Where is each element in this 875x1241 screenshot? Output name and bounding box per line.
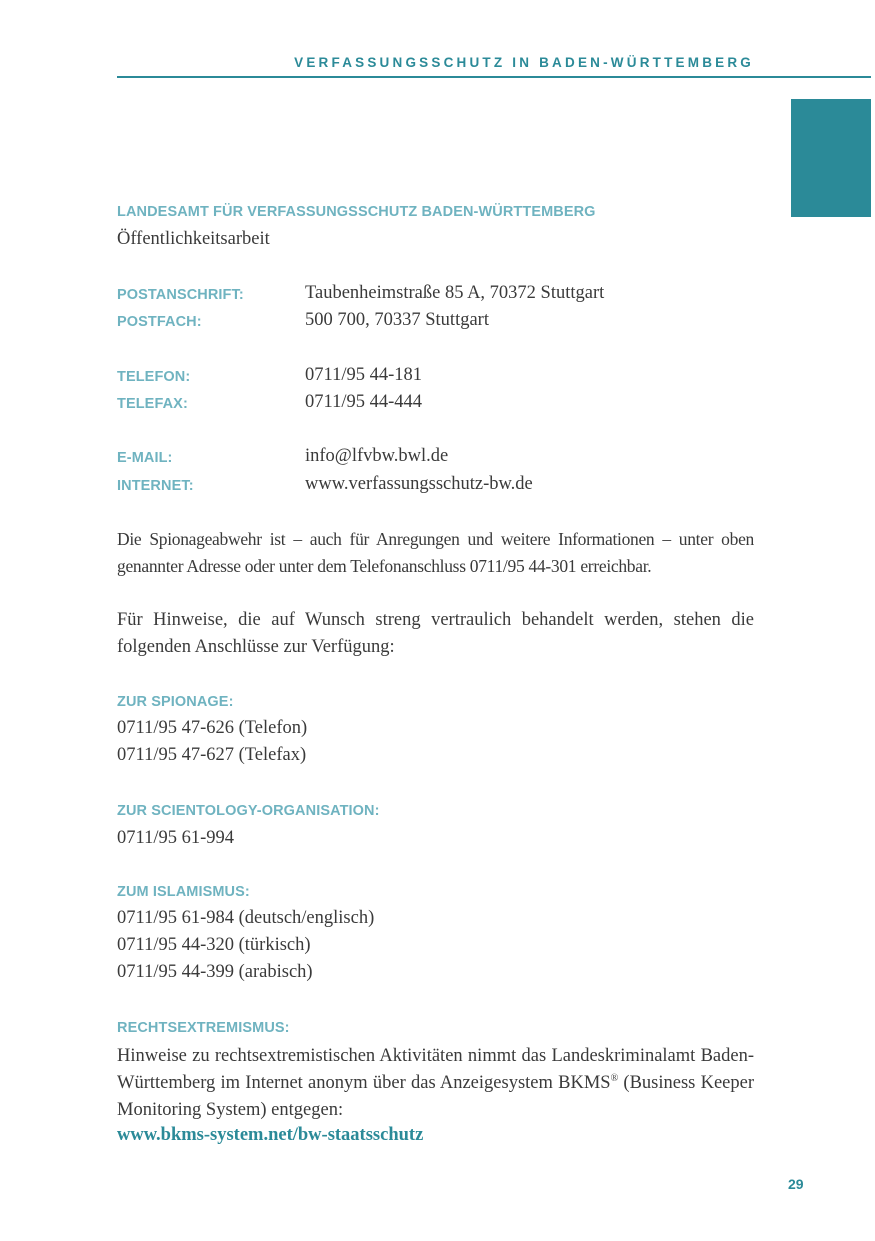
office-name: LANDESAMT FÜR VERFASSUNGSSCHUTZ BADEN-WÜRTTEMBERG bbox=[117, 204, 596, 220]
section-heading-rechtsextremismus: RECHTSEXTREMISMUS: bbox=[117, 1020, 290, 1036]
section-heading-spionage: ZUR SPIONAGE: bbox=[117, 694, 234, 710]
spionage-line-telefax: 0711/95 47-627 (Telefax) bbox=[117, 745, 307, 765]
spionage-line-telefon: 0711/95 47-626 (Telefon) bbox=[117, 718, 308, 738]
section-heading-islamismus: ZUM ISLAMISMUS: bbox=[117, 884, 250, 900]
contact-label-postfach: POSTFACH: bbox=[117, 314, 202, 330]
rechtsextremismus-text-1: Hinweise zu rechtsextremistischen Aktivitäten nimmt das Landeskriminalamt Baden-Württemberg im Internet anonym über das Anzeigesystem BKMS bbox=[117, 1046, 754, 1093]
bkms-link[interactable]: www.bkms-system.net/bw-staatsschutz bbox=[117, 1125, 424, 1145]
scientology-line-phone: 0711/95 61-994 bbox=[117, 828, 234, 848]
contact-label-postanschrift: POSTANSCHRIFT: bbox=[117, 287, 244, 303]
contact-label-internet: INTERNET: bbox=[117, 478, 194, 494]
islamismus-line-tuerkisch: 0711/95 44-320 (türkisch) bbox=[117, 935, 311, 955]
islamismus-line-arabisch: 0711/95 44-399 (arabisch) bbox=[117, 962, 313, 982]
running-header-title: VERFASSUNGSSCHUTZ IN BADEN-WÜRTTEMBERG bbox=[294, 55, 754, 70]
contact-value-internet[interactable]: www.verfassungsschutz-bw.de bbox=[305, 474, 533, 494]
page-number: 29 bbox=[788, 1176, 804, 1192]
section-heading-scientology: ZUR SCIENTOLOGY-ORGANISATION: bbox=[117, 803, 380, 819]
contact-value-telefon: 0711/95 44-181 bbox=[305, 365, 422, 385]
chapter-tab-marker bbox=[791, 99, 871, 217]
contact-value-email[interactable]: info@lfvbw.bwl.de bbox=[305, 446, 449, 466]
registered-trademark-sign: ® bbox=[610, 1072, 619, 1084]
contact-label-telefax: TELEFAX: bbox=[117, 396, 188, 412]
contact-label-telefon: TELEFON: bbox=[117, 369, 191, 385]
contact-label-email: E-MAIL: bbox=[117, 450, 173, 466]
office-department: Öffentlichkeitsarbeit bbox=[117, 229, 270, 249]
contact-value-postfach: 500 700, 70337 Stuttgart bbox=[305, 310, 489, 330]
contact-value-telefax: 0711/95 44-444 bbox=[305, 392, 422, 412]
contact-value-postanschrift: Taubenheimstraße 85 A, 70372 Stuttgart bbox=[305, 283, 605, 303]
paragraph-hinweise: Für Hinweise, die auf Wunsch streng vertraulich behandelt werden, stehen die folgenden Anschlüsse zur Verfügung: bbox=[117, 610, 754, 657]
header-rule bbox=[117, 76, 871, 78]
rechtsextremismus-paragraph bbox=[117, 1043, 754, 1124]
rechtsextremismus-text-2: (Business Keeper Monitoring System) entgegen: bbox=[117, 1073, 754, 1120]
paragraph-spionageabwehr: Die Spionageabwehr ist – auch für Anregungen und weitere Informationen – unter oben genannter Adresse oder unter dem Telefonanschluss 0711/95 44-301 erreichbar. bbox=[117, 529, 754, 576]
islamismus-line-deutsch-englisch: 0711/95 61-984 (deutsch/englisch) bbox=[117, 908, 375, 928]
